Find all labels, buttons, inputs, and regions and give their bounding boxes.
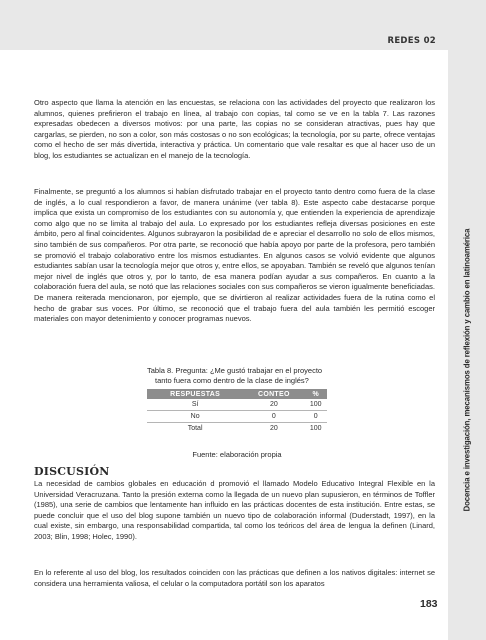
table-cell: 20 [269, 425, 278, 432]
table-cell: 20 [243, 399, 304, 411]
table-cell: Sí [147, 399, 243, 411]
table-8 [147, 366, 327, 459]
table-cell: 100 [304, 399, 327, 411]
table-cell: No [147, 411, 243, 423]
table-cell: 0 [304, 411, 327, 423]
paragraph-1: Otro aspecto que llama la atención en las encuestas, se relaciona con las actividades del proyecto que realizaron los alumnos, quienes prefirieron el trabajo en línea, al trabajo con copias, tal como se ve en la tabla 7. Las razones expresadas obedecen a diversos motivos: por una parte, las copias no se consideran atractivas, pues hay que cargarlas, se pierden, no son a color, son más costosas o no son ecológicas; la tecnología, por su parte, ofrece ventajas como el hecho de ser más divertida, interactiva y práctica. Un comentario que vale resaltar es que al hacer uso de un blog, los estudiantes se actualizan en el manejo de la tecnología. [34, 98, 435, 160]
table-caption [147, 366, 327, 386]
table-header-row [147, 389, 327, 399]
table-cell: Total [187, 425, 203, 432]
data-table [147, 389, 327, 434]
table-row [147, 423, 327, 435]
table-header-cell: RESPUESTAS [147, 389, 243, 399]
table-caption-line-1: Tabla 8. Pregunta: ¿Me gustó trabajar en el proyecto [147, 366, 323, 375]
table-row [147, 399, 327, 411]
running-header: REDES 02 [387, 36, 436, 46]
section-heading: DISCUSIÓN [34, 465, 110, 478]
table-header-cell: % [304, 389, 327, 399]
table-row [147, 411, 327, 423]
table-header-cell: CONTEO [243, 389, 304, 399]
table-cell: 100 [309, 425, 322, 432]
paragraph-3: La necesidad de cambios globales en educación d promovió el llamado Modelo Educativo Integral Flexible en la Universidad Veracruzana. Tanto la presión externa como la llegada de un nuevo plan supusieron, en términos de Toffler (1985), una serie de cambios que lentamente han influido en las prácticas docentes de esta institución. Entre estas, se puede concluir que el uso del blog supone también un nuevo tipo de colaboración informal (Duderstadt, 1997), en la cual existe, sin embargo, una responsabilidad compartida, tal como los teóricos del área de lengua la definen (Linard, 2003; Blin, 1998; Holec, 1990). [34, 479, 435, 541]
page-number: 183 [420, 598, 438, 610]
table-caption-line-2: tanto fuera como dentro de la clase de inglés? [155, 376, 309, 385]
table-source: Fuente: elaboración propia [192, 450, 282, 459]
paragraph-4: En lo referente al uso del blog, los resultados coinciden con las prácticas que definen a los nativos digitales: internet se considera una herramienta valiosa, el celular o la computadora portátil son los aparatos [34, 568, 435, 588]
table-cell: 0 [243, 411, 304, 423]
sidebar-running-title: Docencia e investigación, mecanismos de reflexión y cambio en latinoamérica [462, 228, 472, 512]
paragraph-2: Finalmente, se preguntó a los alumnos si habían disfrutado trabajar en el proyecto tanto dentro como fuera de la clase de inglés, a lo cual respondieron a favor, de manera unánime (ver tabla 8). Este aspecto cabe destacarse porque implica que exista un compromiso de los estudiantes con su autonomía y, que entienden la experiencia de aprendizaje como algo que no se limita al trabajo del aula. Lo expresado por los estudiantes refleja diversas posiciones en este ámbito, pero al final coincidentes. Algunos subrayaron la posibilidad de e apreciar el desarrollo no solo de ellos mismos, sino también de sus compañeros. Por otra parte, se reconoció que había apoyo por parte de la profesora, pero también se promovió el trabajo colaborativo entre los mismos estudiantes. En algunos casos se volvió evidente que algunos estudiantes sabían usar la tecnología mejor que otros y, entre ellos, se apoyaban. También se reveló que algunos tenían mejor nivel de inglés que otros y, por lo tanto, de esa manera podían ayudar a sus compañeros. En cuanto a la colaboración fuera del aula, se notó que las relaciones sociales con sus compañeros se vieron igualmente beneficiadas. De manera reiterada mencionaron, por ejemplo, que se divirtieron al realizar actividades fuera de la rutina como el hecho de grabar sus voces. Por último, se reconoció que el trabajo fuera del aula también les permitió escoger materiales con mayor detenimiento y conocer programas nuevos. [34, 187, 435, 324]
